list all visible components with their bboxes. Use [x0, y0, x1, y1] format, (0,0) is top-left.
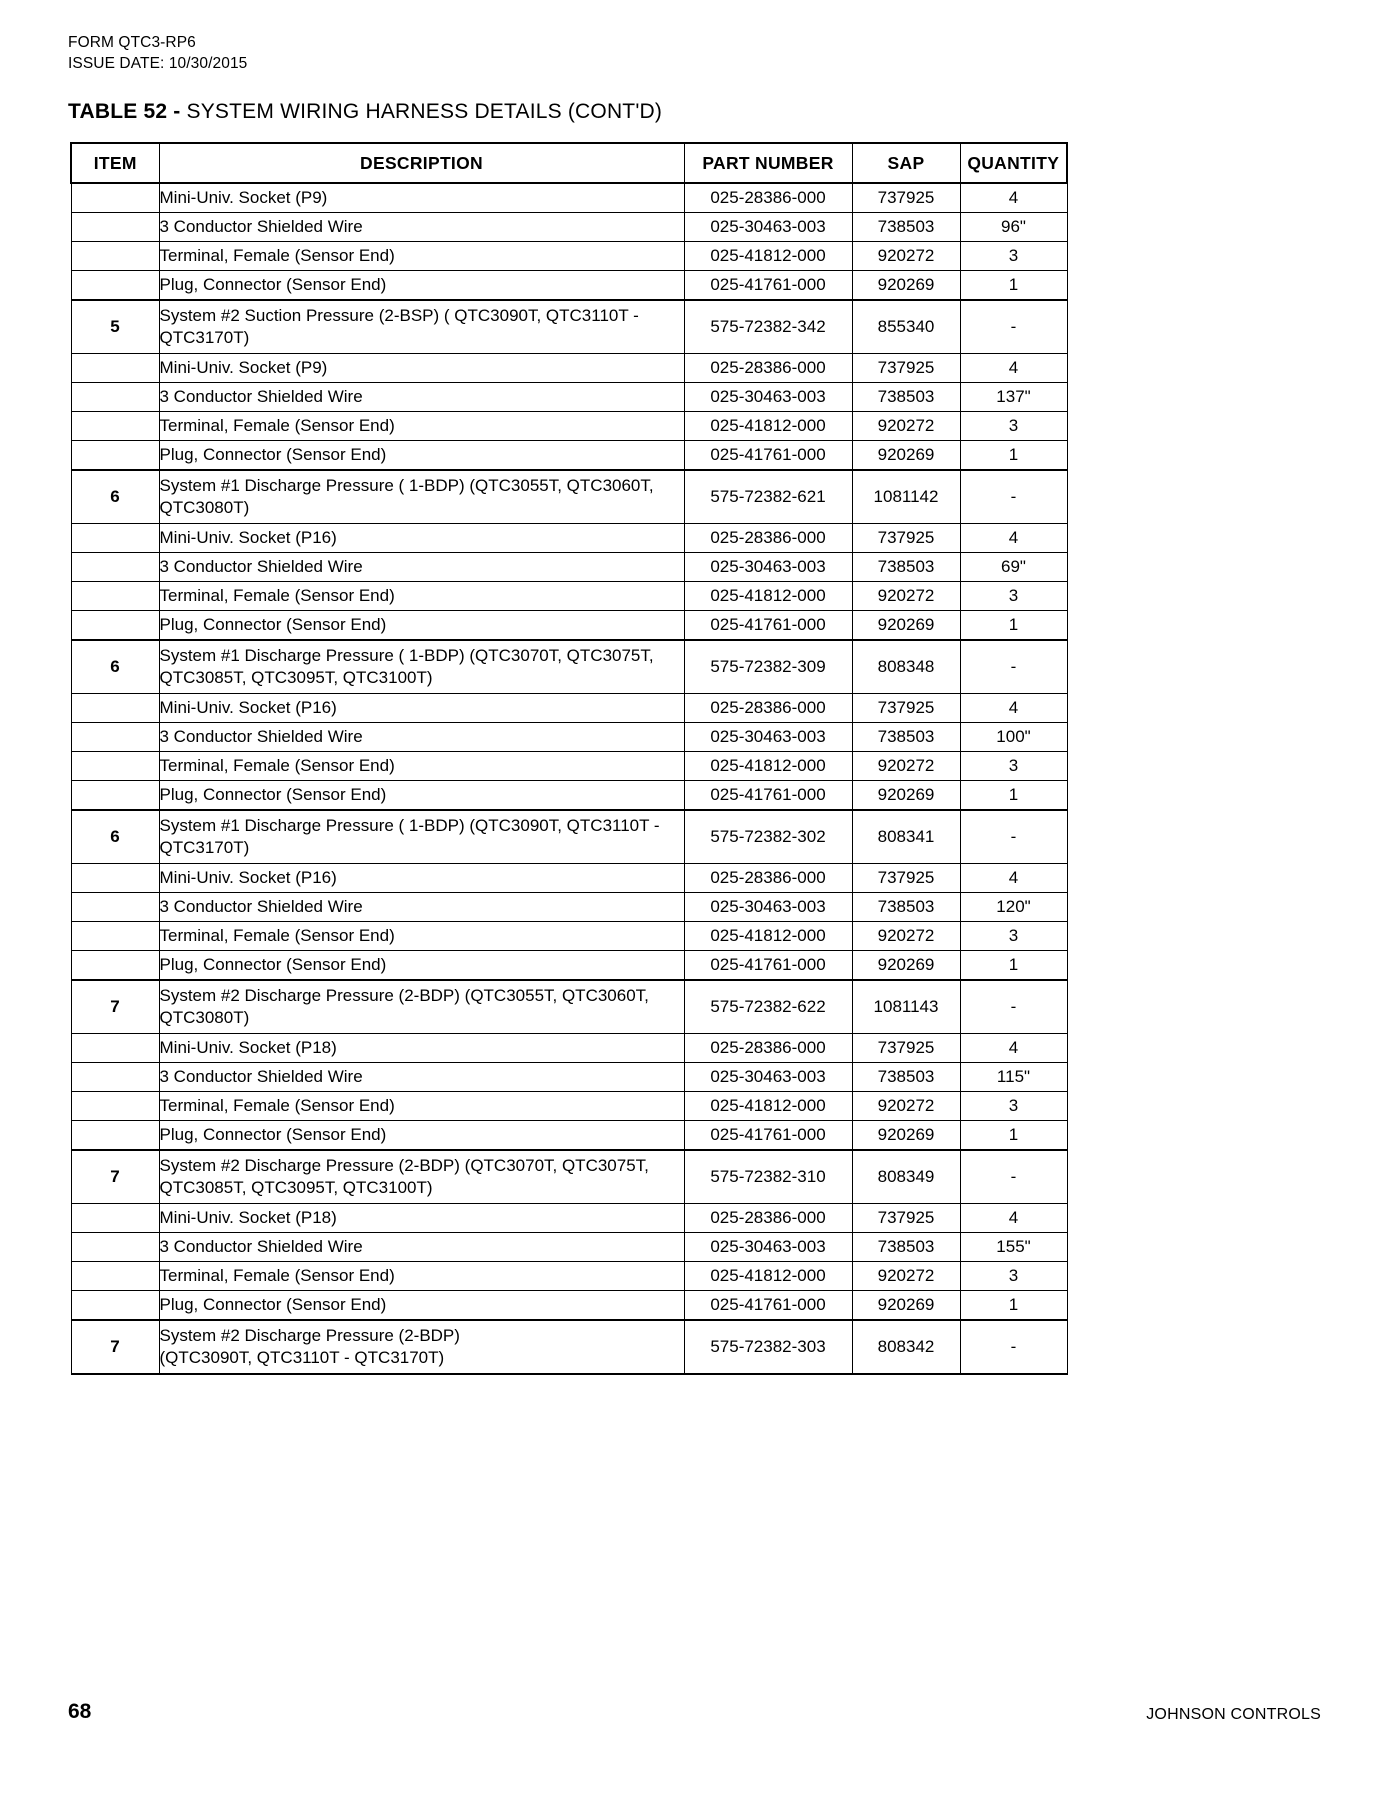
cell-description: Mini-Univ. Socket (P16) [159, 524, 684, 553]
cell-part-number: 025-41812-000 [684, 242, 852, 271]
cell-sap: 737925 [852, 694, 960, 723]
cell-description: Mini-Univ. Socket (P18) [159, 1034, 684, 1063]
cell-quantity: - [960, 640, 1067, 694]
column-header-description: DESCRIPTION [159, 143, 684, 183]
cell-quantity: - [960, 470, 1067, 524]
table-row [71, 213, 1067, 242]
cell-quantity: 4 [960, 1204, 1067, 1233]
cell-part-number: 025-28386-000 [684, 183, 852, 213]
cell-item [71, 1262, 159, 1291]
cell-item [71, 1121, 159, 1151]
cell-quantity: 4 [960, 183, 1067, 213]
table-row [71, 951, 1067, 981]
cell-part-number: 025-28386-000 [684, 524, 852, 553]
cell-item [71, 1291, 159, 1321]
table-row [71, 893, 1067, 922]
cell-item [71, 1063, 159, 1092]
table-row [71, 582, 1067, 611]
cell-description: Terminal, Female (Sensor End) [159, 412, 684, 441]
table-row [71, 470, 1067, 524]
table-row [71, 354, 1067, 383]
cell-item [71, 383, 159, 412]
table-row [71, 752, 1067, 781]
cell-item [71, 412, 159, 441]
cell-item [71, 354, 159, 383]
cell-description: Mini-Univ. Socket (P16) [159, 694, 684, 723]
cell-part-number: 025-41761-000 [684, 271, 852, 301]
cell-description: System #2 Discharge Pressure (2-BDP) (QTC3090T, QTC3110T - QTC3170T) [159, 1320, 684, 1374]
cell-item [71, 242, 159, 271]
column-header-sap: SAP [852, 143, 960, 183]
cell-item [71, 864, 159, 893]
cell-quantity: 4 [960, 524, 1067, 553]
cell-quantity: 120" [960, 893, 1067, 922]
column-header-quantity: QUANTITY [960, 143, 1067, 183]
cell-quantity: - [960, 1320, 1067, 1374]
cell-part-number: 025-28386-000 [684, 694, 852, 723]
cell-item [71, 893, 159, 922]
cell-item [71, 271, 159, 301]
cell-description: Mini-Univ. Socket (P18) [159, 1204, 684, 1233]
cell-description: 3 Conductor Shielded Wire [159, 213, 684, 242]
cell-sap: 808348 [852, 640, 960, 694]
cell-quantity: 3 [960, 242, 1067, 271]
table-title [68, 100, 662, 124]
cell-description: Terminal, Female (Sensor End) [159, 1092, 684, 1121]
cell-sap: 737925 [852, 524, 960, 553]
cell-item [71, 1092, 159, 1121]
table-body [71, 183, 1067, 1374]
cell-part-number: 025-41761-000 [684, 1121, 852, 1151]
cell-item [71, 951, 159, 981]
cell-part-number: 025-41812-000 [684, 412, 852, 441]
cell-quantity: 155" [960, 1233, 1067, 1262]
cell-sap: 738503 [852, 383, 960, 412]
cell-part-number: 025-41812-000 [684, 752, 852, 781]
table-row [71, 1063, 1067, 1092]
cell-description: System #2 Discharge Pressure (2-BDP) (QTC3055T, QTC3060T, QTC3080T) [159, 980, 684, 1034]
cell-part-number: 025-28386-000 [684, 1034, 852, 1063]
cell-part-number: 025-30463-003 [684, 553, 852, 582]
form-number: FORM QTC3-RP6 [68, 34, 196, 51]
cell-sap: 737925 [852, 864, 960, 893]
cell-sap: 855340 [852, 300, 960, 354]
cell-description: Plug, Connector (Sensor End) [159, 441, 684, 471]
cell-description: System #2 Discharge Pressure (2-BDP) (QTC3070T, QTC3075T, QTC3085T, QTC3095T, QTC3100T) [159, 1150, 684, 1204]
table-row [71, 611, 1067, 641]
cell-description: Terminal, Female (Sensor End) [159, 242, 684, 271]
cell-part-number: 575-72382-302 [684, 810, 852, 864]
cell-sap: 920269 [852, 1291, 960, 1321]
cell-quantity: 1 [960, 951, 1067, 981]
cell-item: 5 [71, 300, 159, 354]
cell-sap: 920269 [852, 781, 960, 811]
table-row [71, 864, 1067, 893]
cell-part-number: 575-72382-303 [684, 1320, 852, 1374]
table-row [71, 271, 1067, 301]
cell-description: Plug, Connector (Sensor End) [159, 951, 684, 981]
table-row [71, 1034, 1067, 1063]
parts-table [70, 142, 1068, 1375]
cell-description: Plug, Connector (Sensor End) [159, 781, 684, 811]
table-row [71, 1092, 1067, 1121]
table-title-text: SYSTEM WIRING HARNESS DETAILS (CONT'D) [186, 100, 663, 123]
cell-sap: 808342 [852, 1320, 960, 1374]
cell-sap: 808349 [852, 1150, 960, 1204]
cell-description: Terminal, Female (Sensor End) [159, 1262, 684, 1291]
table-header-row [71, 143, 1067, 183]
cell-quantity: 3 [960, 922, 1067, 951]
cell-description: 3 Conductor Shielded Wire [159, 723, 684, 752]
cell-item [71, 441, 159, 471]
cell-item: 7 [71, 1320, 159, 1374]
cell-quantity: 1 [960, 1291, 1067, 1321]
cell-quantity: - [960, 810, 1067, 864]
cell-item [71, 582, 159, 611]
cell-sap: 737925 [852, 1034, 960, 1063]
cell-quantity: 100" [960, 723, 1067, 752]
table-row [71, 980, 1067, 1034]
cell-sap: 738503 [852, 553, 960, 582]
table-row [71, 242, 1067, 271]
cell-quantity: 4 [960, 694, 1067, 723]
cell-sap: 920269 [852, 611, 960, 641]
table-row [71, 640, 1067, 694]
cell-quantity: 69" [960, 553, 1067, 582]
cell-quantity: 1 [960, 781, 1067, 811]
cell-item [71, 723, 159, 752]
cell-quantity: - [960, 980, 1067, 1034]
cell-description: Mini-Univ. Socket (P16) [159, 864, 684, 893]
table-row [71, 781, 1067, 811]
cell-item: 6 [71, 810, 159, 864]
cell-sap: 737925 [852, 183, 960, 213]
table-row [71, 1291, 1067, 1321]
cell-quantity: 1 [960, 441, 1067, 471]
table-row [71, 553, 1067, 582]
column-header-part-number: PART NUMBER [684, 143, 852, 183]
cell-part-number: 025-28386-000 [684, 1204, 852, 1233]
cell-sap: 920272 [852, 242, 960, 271]
cell-part-number: 025-28386-000 [684, 354, 852, 383]
cell-sap: 737925 [852, 354, 960, 383]
cell-quantity: 4 [960, 354, 1067, 383]
table-title-label: TABLE 52 - [68, 100, 181, 123]
cell-item [71, 1204, 159, 1233]
table-row [71, 1204, 1067, 1233]
cell-quantity: 3 [960, 752, 1067, 781]
table-row [71, 300, 1067, 354]
cell-item: 6 [71, 470, 159, 524]
cell-item [71, 694, 159, 723]
document-header [68, 32, 247, 74]
cell-part-number: 025-30463-003 [684, 383, 852, 412]
cell-sap: 738503 [852, 213, 960, 242]
table-row [71, 694, 1067, 723]
cell-item [71, 553, 159, 582]
cell-quantity: 3 [960, 1262, 1067, 1291]
cell-part-number: 575-72382-342 [684, 300, 852, 354]
cell-sap: 920269 [852, 441, 960, 471]
cell-quantity: 3 [960, 1092, 1067, 1121]
cell-sap: 920272 [852, 412, 960, 441]
cell-part-number: 575-72382-309 [684, 640, 852, 694]
table-row [71, 810, 1067, 864]
issue-date: ISSUE DATE: 10/30/2015 [68, 55, 248, 72]
cell-description: Mini-Univ. Socket (P9) [159, 354, 684, 383]
table-row [71, 524, 1067, 553]
table-row [71, 1150, 1067, 1204]
page-number: 68 [68, 1700, 92, 1723]
footer-brand: JOHNSON CONTROLS [1146, 1706, 1321, 1723]
cell-part-number: 025-41761-000 [684, 611, 852, 641]
table-row [71, 412, 1067, 441]
cell-sap: 920272 [852, 1092, 960, 1121]
cell-sap: 920269 [852, 271, 960, 301]
cell-item [71, 524, 159, 553]
cell-part-number: 025-41761-000 [684, 951, 852, 981]
column-header-item: ITEM [71, 143, 159, 183]
cell-description: 3 Conductor Shielded Wire [159, 553, 684, 582]
cell-sap: 920272 [852, 752, 960, 781]
cell-description: 3 Conductor Shielded Wire [159, 893, 684, 922]
table-row [71, 1320, 1067, 1374]
cell-description: Mini-Univ. Socket (P9) [159, 183, 684, 213]
cell-part-number: 025-41812-000 [684, 582, 852, 611]
table-row [71, 922, 1067, 951]
cell-sap: 1081143 [852, 980, 960, 1034]
cell-part-number: 575-72382-310 [684, 1150, 852, 1204]
cell-part-number: 025-41761-000 [684, 781, 852, 811]
cell-description: System #1 Discharge Pressure ( 1-BDP) (QTC3055T, QTC3060T, QTC3080T) [159, 470, 684, 524]
cell-part-number: 575-72382-621 [684, 470, 852, 524]
cell-item: 7 [71, 980, 159, 1034]
cell-description: Plug, Connector (Sensor End) [159, 611, 684, 641]
cell-part-number: 025-41812-000 [684, 1092, 852, 1121]
cell-part-number: 025-41761-000 [684, 1291, 852, 1321]
cell-description: System #1 Discharge Pressure ( 1-BDP) (QTC3090T, QTC3110T - QTC3170T) [159, 810, 684, 864]
cell-item [71, 781, 159, 811]
cell-sap: 738503 [852, 1063, 960, 1092]
cell-sap: 920272 [852, 922, 960, 951]
cell-sap: 738503 [852, 1233, 960, 1262]
cell-description: 3 Conductor Shielded Wire [159, 1233, 684, 1262]
cell-description: Plug, Connector (Sensor End) [159, 1121, 684, 1151]
cell-item [71, 752, 159, 781]
cell-item [71, 922, 159, 951]
cell-description: Terminal, Female (Sensor End) [159, 582, 684, 611]
cell-sap: 738503 [852, 893, 960, 922]
cell-part-number: 575-72382-622 [684, 980, 852, 1034]
cell-description: Plug, Connector (Sensor End) [159, 271, 684, 301]
table-row [71, 1262, 1067, 1291]
cell-quantity: 3 [960, 582, 1067, 611]
cell-part-number: 025-41761-000 [684, 441, 852, 471]
cell-description: System #1 Discharge Pressure ( 1-BDP) (QTC3070T, QTC3075T, QTC3085T, QTC3095T, QTC3100T) [159, 640, 684, 694]
cell-item [71, 183, 159, 213]
cell-part-number: 025-28386-000 [684, 864, 852, 893]
parts-table-container [70, 142, 1066, 1375]
cell-quantity: 3 [960, 412, 1067, 441]
cell-quantity: 4 [960, 864, 1067, 893]
cell-quantity: 1 [960, 271, 1067, 301]
cell-description: 3 Conductor Shielded Wire [159, 1063, 684, 1092]
cell-part-number: 025-30463-003 [684, 1233, 852, 1262]
cell-quantity: 115" [960, 1063, 1067, 1092]
table-row [71, 441, 1067, 471]
cell-sap: 920269 [852, 1121, 960, 1151]
cell-sap: 1081142 [852, 470, 960, 524]
table-row [71, 383, 1067, 412]
cell-item: 7 [71, 1150, 159, 1204]
cell-part-number: 025-30463-003 [684, 723, 852, 752]
cell-quantity: 137" [960, 383, 1067, 412]
cell-part-number: 025-41812-000 [684, 1262, 852, 1291]
table-row [71, 1233, 1067, 1262]
cell-quantity: 4 [960, 1034, 1067, 1063]
table-row [71, 1121, 1067, 1151]
cell-quantity: - [960, 300, 1067, 354]
cell-sap: 808341 [852, 810, 960, 864]
table-row [71, 723, 1067, 752]
cell-description: 3 Conductor Shielded Wire [159, 383, 684, 412]
cell-part-number: 025-30463-003 [684, 1063, 852, 1092]
cell-part-number: 025-30463-003 [684, 213, 852, 242]
cell-sap: 920272 [852, 1262, 960, 1291]
cell-sap: 920269 [852, 951, 960, 981]
cell-description: Terminal, Female (Sensor End) [159, 752, 684, 781]
cell-quantity: 96" [960, 213, 1067, 242]
cell-item [71, 213, 159, 242]
cell-item: 6 [71, 640, 159, 694]
cell-description: Terminal, Female (Sensor End) [159, 922, 684, 951]
table-row [71, 183, 1067, 213]
cell-sap: 920272 [852, 582, 960, 611]
cell-item [71, 1034, 159, 1063]
cell-quantity: - [960, 1150, 1067, 1204]
cell-sap: 737925 [852, 1204, 960, 1233]
cell-part-number: 025-30463-003 [684, 893, 852, 922]
cell-item [71, 611, 159, 641]
cell-sap: 738503 [852, 723, 960, 752]
cell-quantity: 1 [960, 1121, 1067, 1151]
cell-description: Plug, Connector (Sensor End) [159, 1291, 684, 1321]
cell-description: System #2 Suction Pressure (2-BSP) ( QTC3090T, QTC3110T - QTC3170T) [159, 300, 684, 354]
cell-quantity: 1 [960, 611, 1067, 641]
cell-item [71, 1233, 159, 1262]
cell-part-number: 025-41812-000 [684, 922, 852, 951]
